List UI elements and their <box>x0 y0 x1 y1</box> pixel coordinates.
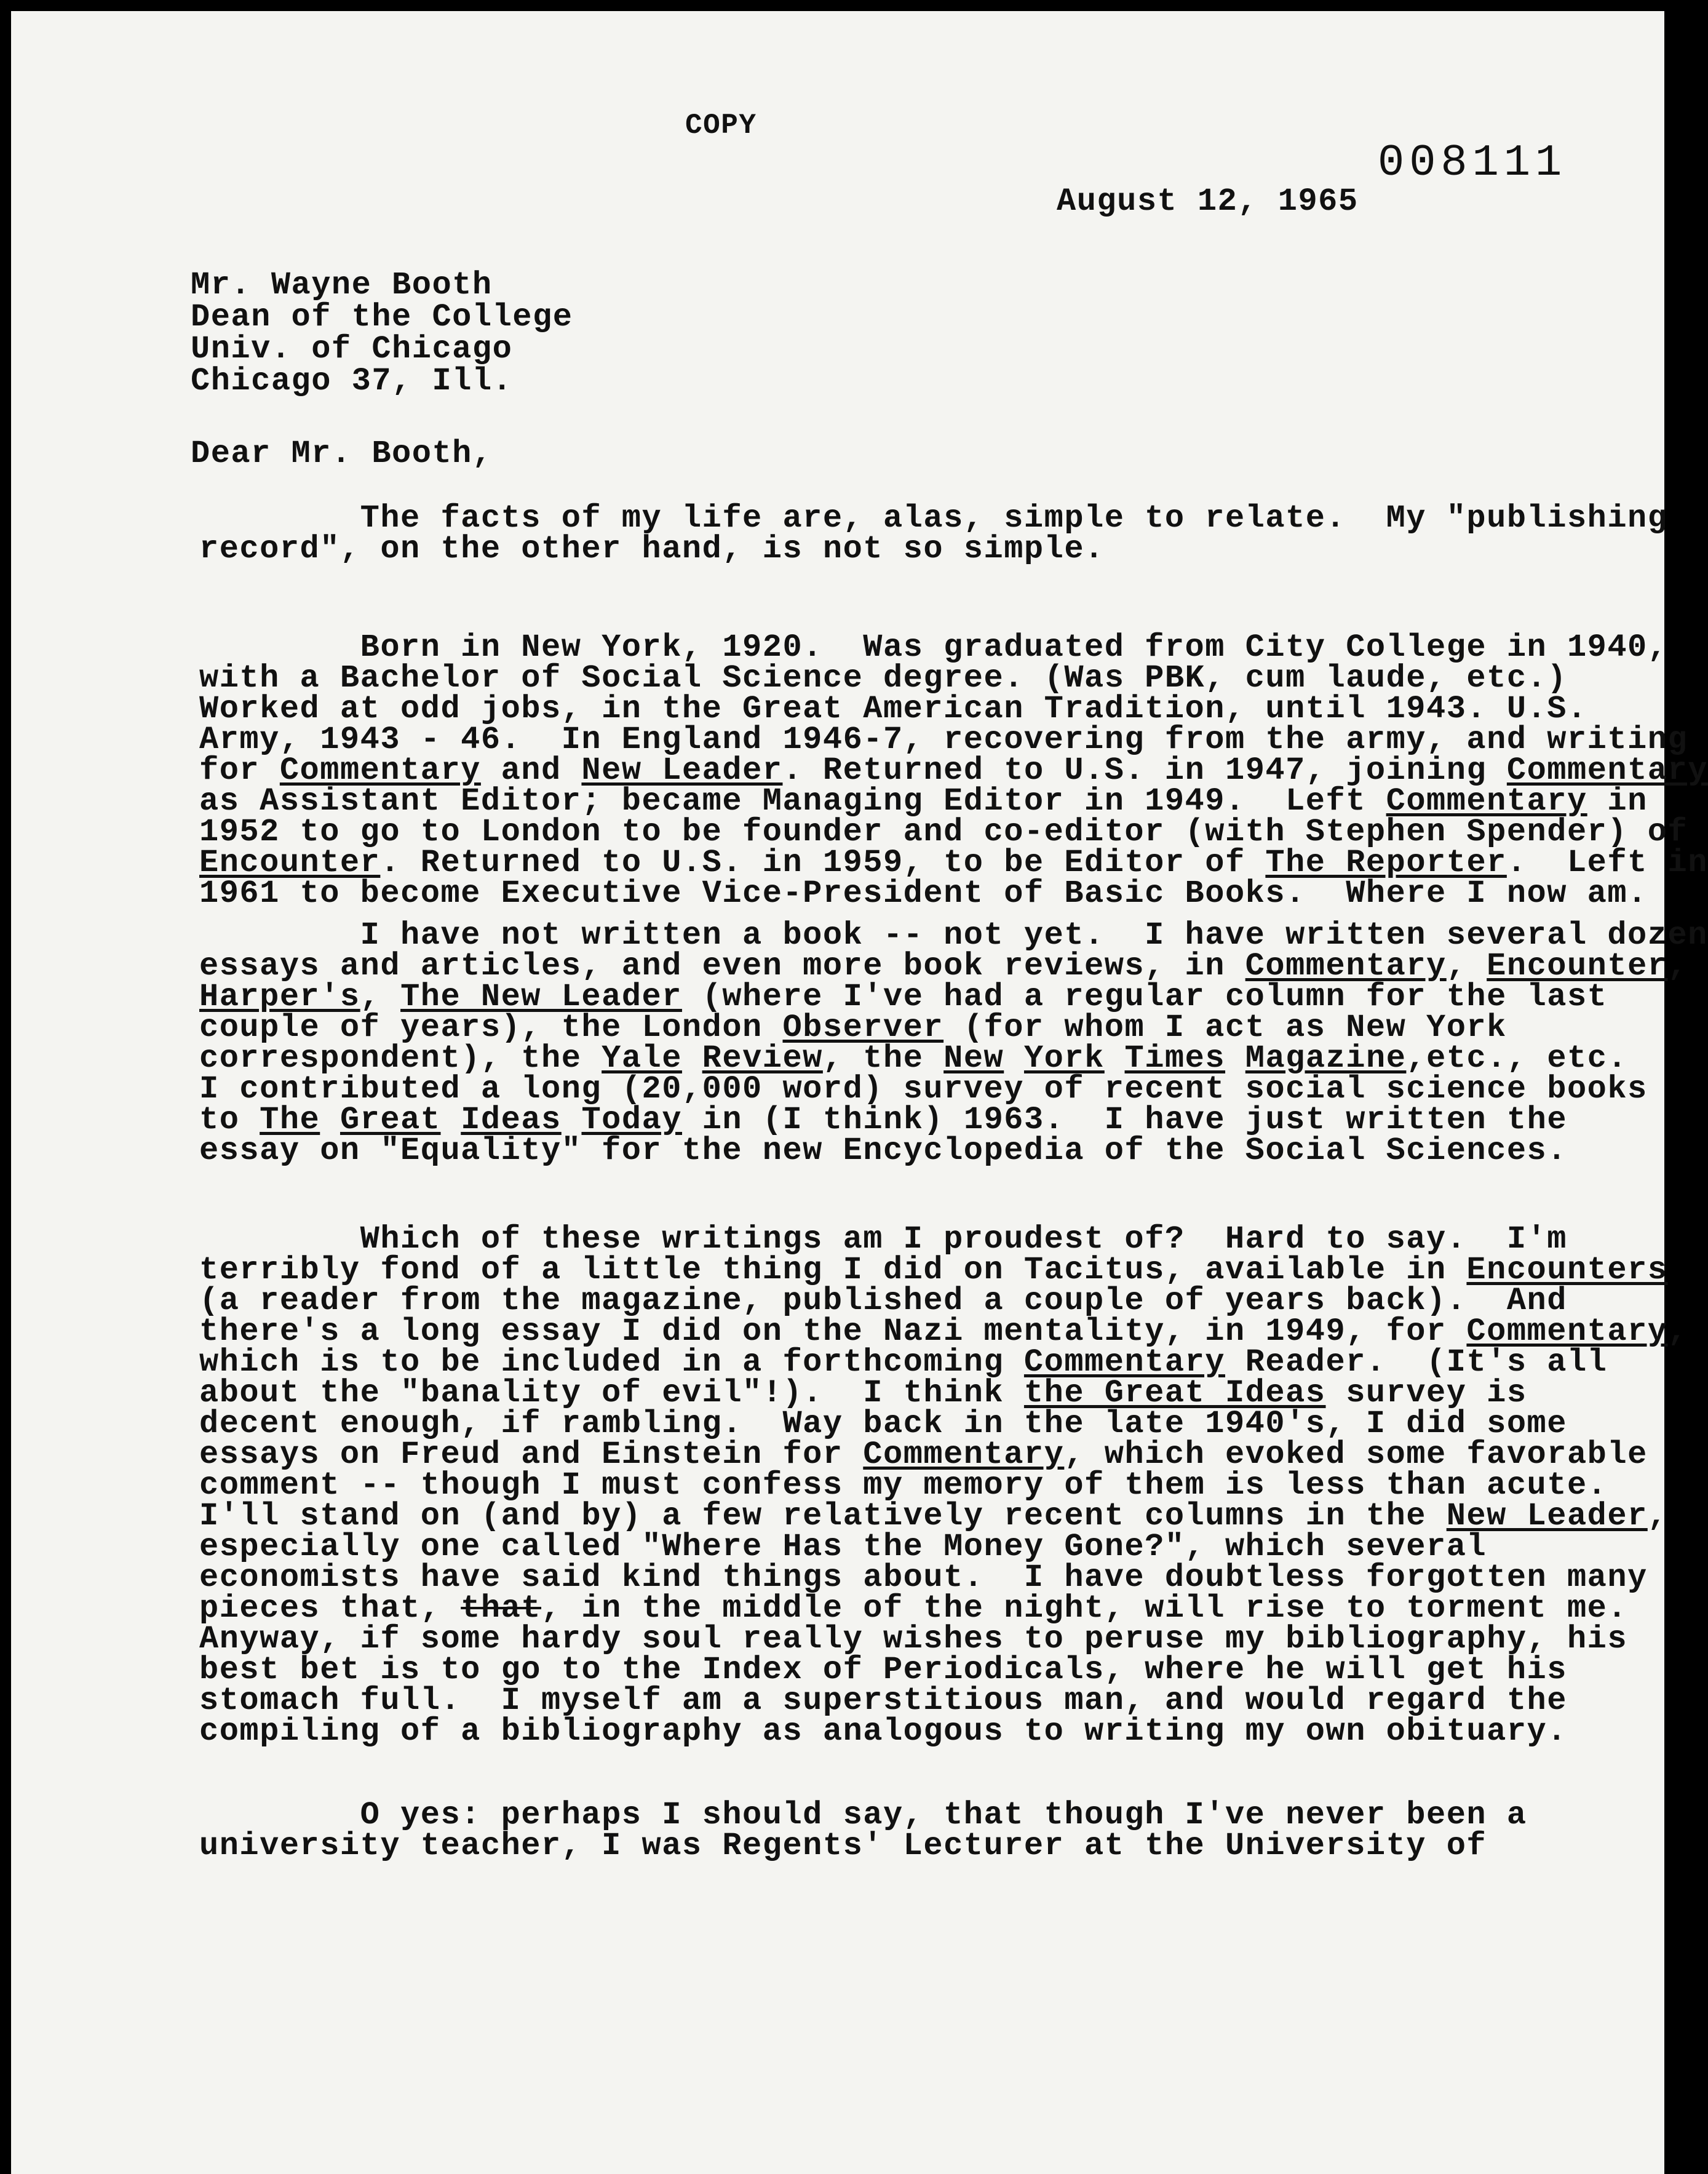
text-segment: there's a long essay I did on the Nazi mentality, in 1949, for <box>199 1313 1467 1350</box>
text-segment: economists have said kind things about. I have doubtless forgotten many <box>199 1559 1648 1596</box>
letter-page <box>11 11 1708 2174</box>
underlined-title: New Leader <box>581 752 783 789</box>
letter-date: August 12, 1965 <box>1057 183 1359 220</box>
text-segment: . Returned to U.S. in 1959, to be Editor of <box>380 845 1266 881</box>
text-segment: couple of years), the London <box>199 1009 783 1046</box>
text-line <box>199 629 1668 666</box>
document-number: 008111 <box>1378 138 1567 188</box>
underlined-title: Commentary <box>279 752 481 789</box>
text-segment: in (I think) 1963. I have just written the <box>682 1102 1568 1138</box>
text-segment: 1952 to go to London to be founder and co-editor (with Stephen Spender) of <box>199 814 1688 850</box>
underlined-title: Encounter <box>1487 948 1668 984</box>
text-segment: as Assistant Editor; became Managing Editor in 1949. Left <box>199 783 1386 819</box>
text-line <box>199 1102 1638 1138</box>
text-line <box>199 752 1708 789</box>
underlined-title: Great <box>340 1102 441 1138</box>
paragraph-writings <box>199 917 1708 1169</box>
text-segment: Born in New York, 1920. Was graduated from City College in 1940, <box>199 629 1668 666</box>
underlined-title: Observer <box>782 1009 944 1046</box>
text-line <box>199 1828 1638 1864</box>
text-line <box>199 875 1648 912</box>
copy-mark: COPY <box>685 109 757 141</box>
text-line <box>199 1652 1638 1688</box>
text-line <box>199 1529 1638 1565</box>
text-segment: , in the middle of the night, will rise to torment me. <box>541 1590 1628 1627</box>
recipient-name: Mr. Wayne Booth <box>191 267 493 303</box>
text-line <box>199 1221 1638 1257</box>
text-line <box>199 1713 1638 1750</box>
text-line <box>199 1252 1668 1288</box>
text-segment: , <box>360 979 401 1015</box>
paragraph-regents-lecturer <box>199 1797 1638 1864</box>
text-segment: ,etc., etc. <box>1406 1040 1628 1077</box>
text-line <box>199 1313 1688 1350</box>
text-segment: Anyway, if some hardy soul really wishes to peruse my bibliography, his <box>199 1621 1628 1657</box>
text-line <box>199 1682 1638 1719</box>
underlined-title: Commentary <box>1506 752 1708 789</box>
text-line <box>199 1467 1638 1503</box>
text-line <box>199 691 1638 727</box>
text-line <box>199 1559 1648 1596</box>
text-segment: essays and articles, and even more book reviews, in <box>199 948 1245 984</box>
text-segment: , <box>1647 1498 1668 1534</box>
text-segment: comment -- though I must confess my memory of them is less than acute. <box>199 1467 1608 1503</box>
text-segment: decent enough, if rambling. Way back in the late 1940's, I did some <box>199 1406 1567 1442</box>
underlined-title: The Reporter <box>1265 845 1507 881</box>
text-segment: which is to be included in a forthcoming <box>199 1344 1024 1380</box>
text-segment: . Returned to U.S. in 1947, joining <box>782 752 1507 789</box>
text-line <box>199 500 1668 536</box>
underlined-title: The <box>260 1102 320 1138</box>
text-segment: , <box>1446 948 1487 984</box>
text-segment: , <box>1667 1313 1688 1350</box>
underlined-title: Encounter <box>199 845 381 881</box>
underlined-title: Commentary <box>1466 1313 1668 1350</box>
recipient-address <box>191 269 573 397</box>
text-segment: essays on Freud and Einstein for <box>199 1436 864 1473</box>
recipient-city: Chicago 37, Ill. <box>191 363 513 399</box>
text-segment: with a Bachelor of Social Science degree. (Was PBK, cum laude, etc.) <box>199 660 1567 696</box>
text-segment: Worked at odd jobs, in the Great American Tradition, until 1943. U.S. <box>199 691 1587 727</box>
underlined-title: The New Leader <box>400 979 682 1015</box>
text-segment: I contributed a long (20,000 word) survey of recent social science books <box>199 1071 1648 1107</box>
underlined-title: Review <box>702 1040 823 1077</box>
text-segment: to <box>199 1102 260 1138</box>
text-line <box>199 948 1688 984</box>
text-segment: 1961 to become Executive Vice-President of Basic Books. Where I now am. <box>199 875 1648 912</box>
struck-text: that <box>461 1590 541 1627</box>
text-line <box>199 917 1708 954</box>
text-segment: survey is <box>1325 1375 1527 1411</box>
text-segment: Army, 1943 - 46. In England 1946-7, recovering from the army, and writing <box>199 722 1688 758</box>
text-segment: for <box>199 752 280 789</box>
text-segment: record", on the other hand, is not so simple. <box>199 531 1105 567</box>
text-line <box>199 1590 1638 1627</box>
text-line <box>199 845 1708 881</box>
text-line <box>199 814 1688 850</box>
text-segment: best bet is to go to the Index of Periodicals, where he will get his <box>199 1652 1567 1688</box>
paragraph-biography <box>199 629 1708 912</box>
text-segment: , the <box>822 1040 944 1077</box>
text-segment: . Left in <box>1506 845 1708 881</box>
text-segment: university teacher, I was Regents' Lecturer at the University of <box>199 1828 1487 1864</box>
underlined-title: Today <box>581 1102 682 1138</box>
underlined-title: Times <box>1124 1040 1226 1077</box>
text-line <box>199 1071 1648 1107</box>
text-line <box>199 1406 1638 1442</box>
underlined-title: Commentary <box>863 1436 1065 1473</box>
text-segment: (a reader from the magazine, published a couple of years back). And <box>199 1283 1567 1319</box>
text-segment: (for whom I act as New York <box>943 1009 1507 1046</box>
underlined-title: Commentary <box>1245 948 1447 984</box>
paragraph-proudest-writings <box>199 1221 1688 1750</box>
text-segment: terribly fond of a little thing I did on Tacitus, available in <box>199 1252 1467 1288</box>
recipient-institution: Univ. of Chicago <box>191 331 513 367</box>
text-segment: Which of these writings am I proudest of? Hard to say. I'm <box>199 1221 1567 1257</box>
text-line <box>199 1040 1638 1077</box>
underlined-title: Encounters <box>1466 1252 1668 1288</box>
text-segment: especially one called "Where Has the Money Gone?", which several <box>199 1529 1487 1565</box>
text-line <box>199 722 1688 758</box>
text-segment: pieces that, <box>199 1590 461 1627</box>
text-line <box>199 1009 1638 1046</box>
text-segment: Reader. (It's all <box>1225 1344 1608 1380</box>
underlined-title: Harper's <box>199 979 360 1015</box>
underlined-title: York <box>1023 1040 1105 1077</box>
text-line <box>199 1498 1668 1534</box>
text-segment: correspondent), the <box>199 1040 602 1077</box>
underlined-title: Ideas <box>461 1102 562 1138</box>
text-segment: I'll stand on (and by) a few relatively recent columns in the <box>199 1498 1447 1534</box>
recipient-title: Dean of the College <box>191 299 573 335</box>
text-line <box>199 1436 1648 1473</box>
underlined-title: Commentary <box>1023 1344 1225 1380</box>
underlined-title: Magazine <box>1245 1040 1407 1077</box>
text-segment: The facts of my life are, alas, simple to relate. My "publishing <box>199 500 1668 536</box>
text-line <box>199 1621 1638 1657</box>
text-line <box>199 660 1638 696</box>
text-line <box>199 1375 1638 1411</box>
underlined-title: New Leader <box>1446 1498 1648 1534</box>
text-segment: stomach full. I myself am a superstitious man, and would regard the <box>199 1682 1567 1719</box>
text-line <box>199 1797 1638 1833</box>
text-line <box>199 1133 1638 1169</box>
salutation: Dear Mr. Booth, <box>191 436 493 472</box>
underlined-title: Commentary <box>1386 783 1587 819</box>
text-line <box>199 531 1638 567</box>
paragraph-life-facts <box>199 500 1668 567</box>
text-segment: about the "banality of evil"!). I think <box>199 1375 1024 1411</box>
text-line <box>199 979 1638 1015</box>
text-segment: in <box>1587 783 1648 819</box>
text-line <box>199 783 1648 819</box>
text-segment: (where I've had a regular column for the last <box>681 979 1608 1015</box>
text-segment: compiling of a bibliography as analogous to writing my own obituary. <box>199 1713 1567 1750</box>
underlined-title: the Great Ideas <box>1023 1375 1326 1411</box>
text-segment: , <box>1667 948 1688 984</box>
text-line <box>199 1283 1638 1319</box>
text-segment: essay on "Equality" for the new Encyclopedia of the Social Sciences. <box>199 1133 1567 1169</box>
text-segment: O yes: perhaps I should say, that though I've never been a <box>199 1797 1527 1833</box>
text-segment: I have not written a book -- not yet. I have written several dozen <box>199 917 1708 954</box>
text-segment: , which evoked some favorable <box>1064 1436 1648 1473</box>
underlined-title: Yale <box>602 1040 682 1077</box>
underlined-title: New <box>943 1040 1004 1077</box>
text-line <box>199 1344 1638 1380</box>
text-segment: and <box>480 752 582 789</box>
